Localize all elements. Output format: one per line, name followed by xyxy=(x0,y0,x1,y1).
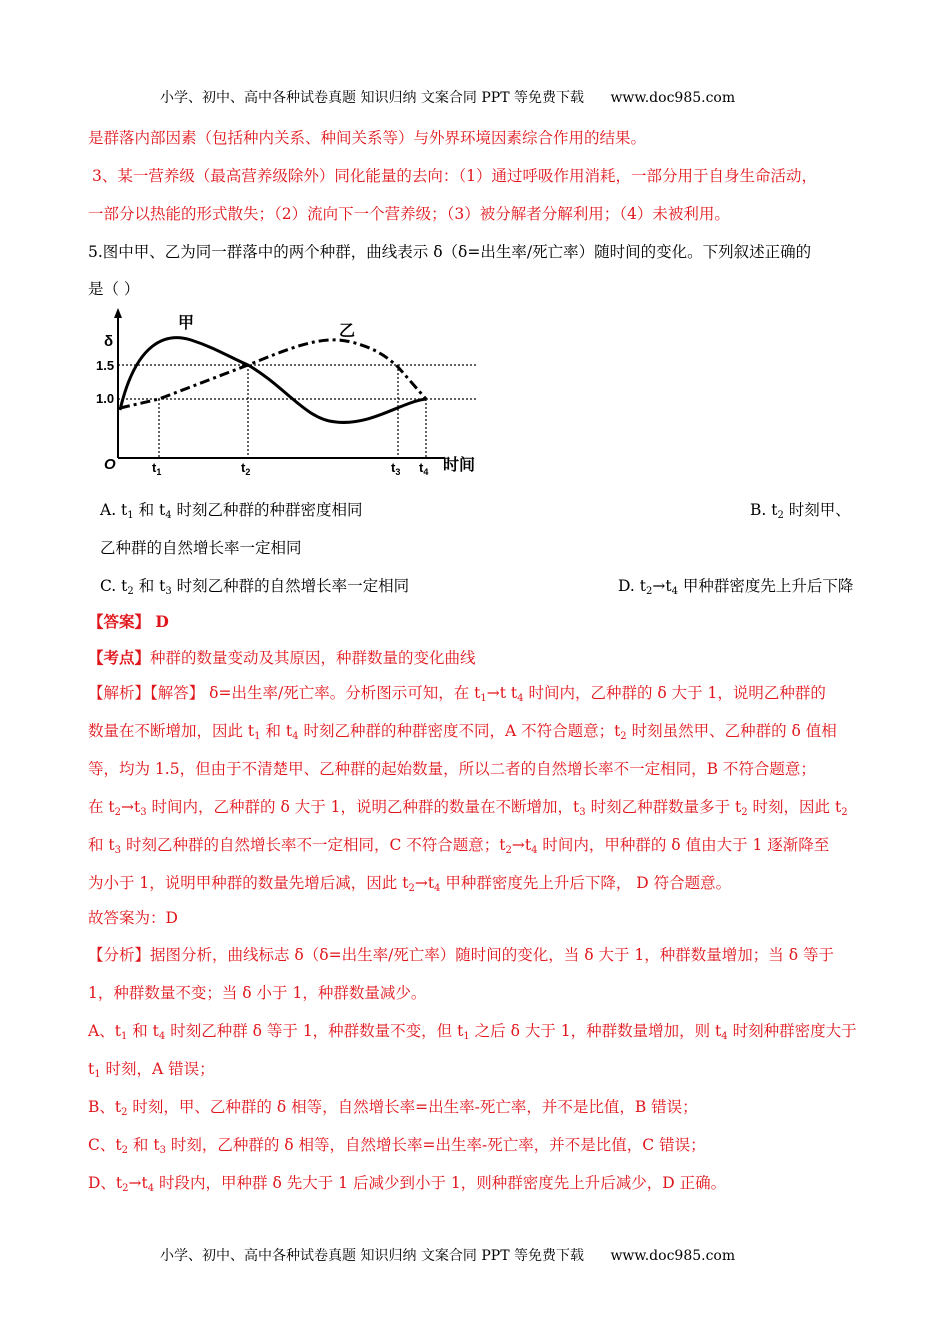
x-tick-t2: $t_2$ xyxy=(241,460,251,477)
option-b-continued: 乙种群的自然增长率一定相同 xyxy=(100,539,302,557)
option-b[interactable]: B. $t_2$ 时刻甲、 xyxy=(750,501,851,521)
page-header xyxy=(160,88,735,108)
option-c[interactable]: C. $t_2$ 和 $t_3$ 时刻乙种群的自然增长率一定相同 xyxy=(100,577,410,597)
jiexi-line-4: 在 $t_2\to t_3$ 时间内，乙种群的 δ 大于 1，说明乙种群的数量在不断增加，$t_3$ 时刻乙种群数量多于 $t_2$ 时刻，因此 $t_2$ xyxy=(88,798,848,818)
analysis-d-line: D、$t_2\to t_4$ 时段内，甲种群 δ 先大于 1 后减少到小于 1，则种群密度先上升后减少，D 正确。 xyxy=(88,1174,727,1194)
x-tick-t1: $t_1$ xyxy=(152,460,162,477)
option-d[interactable]: D. $t_2\to t_4$ 甲种群密度先上升后下降 xyxy=(618,577,854,597)
analysis-a-line-2: $t_1$ 时刻，A 错误； xyxy=(88,1060,215,1080)
curve-jia xyxy=(120,338,426,423)
guci-line: 故答案为：D xyxy=(88,909,178,927)
jiexi-line-3: 等，均为 1.5，但由于不清楚甲、乙种群的起始数量，所以二者的自然增长率不一定相同，B 不符合题意； xyxy=(88,760,816,778)
header-text: 小学、初中、高中各种试卷真题 知识归纳 文案合同 PPT 等免费下载 xyxy=(160,90,584,106)
page-footer xyxy=(160,1246,735,1266)
question-stem-2: 是（ ） xyxy=(88,280,140,298)
jiexi-line-6: 为小于 1，说明甲种群的数量先增后减，因此 $t_2\to t_4$ 甲种群密度先上升后下降， D 符合题意。 xyxy=(88,874,732,894)
y-tick-1-0: 1.0 xyxy=(96,391,115,406)
jiexi-line-2: 数量在不断增加，因此 $t_1$ 和 $t_4$ 时刻乙种群的种群密度不同，A 不符合题意；$t_2$ 时刻虽然甲、乙种群的 δ 值相 xyxy=(88,722,837,742)
footer-text: 小学、初中、高中各种试卷真题 知识归纳 文案合同 PPT 等免费下载 xyxy=(160,1248,584,1264)
jiexi-line-5: 和 $t_3$ 时刻乙种群的自然增长率不一定相同，C 不符合题意；$t_2\to t_4$ 时间内，甲种群的 δ 值由大于 1 逐渐降至 xyxy=(88,836,830,856)
intro-line-3: 一部分以热能的形式散失；（2）流向下一个营养级；（3）被分解者分解利用；（4）未被利用。 xyxy=(88,205,730,223)
y-tick-1-5: 1.5 xyxy=(96,358,115,373)
origin-label: O xyxy=(104,456,116,473)
fenxi-line-2: 1，种群数量不变；当 δ 小于 1，种群数量减少。 xyxy=(88,984,427,1002)
option-a[interactable]: A. $t_1$ 和 $t_4$ 时刻乙种群的种群密度相同 xyxy=(100,501,363,521)
header-site-link[interactable]: www.doc985.com xyxy=(610,90,736,106)
intro-line-2: 3、某一营养级（最高营养级除外）同化能量的去向：（1）通过呼吸作用消耗，一部分用于自身生命活动， xyxy=(92,167,817,185)
x-tick-t3: $t_3$ xyxy=(391,460,401,477)
answer-line: 【答案】 D xyxy=(88,612,169,631)
label-jia: 甲 xyxy=(178,313,195,332)
y-label: δ xyxy=(104,333,114,350)
delta-time-graph xyxy=(96,302,488,484)
footer-site-link[interactable]: www.doc985.com xyxy=(610,1248,736,1264)
y-axis-arrow xyxy=(114,308,122,318)
kaodian-line: 【考点】种群的数量变动及其原因，种群数量的变化曲线 xyxy=(88,648,476,667)
analysis-b-line: B、$t_2$ 时刻，甲、乙种群的 δ 相等，自然增长率=出生率-死亡率，并不是比值，B 错误； xyxy=(88,1098,698,1118)
curve-yi xyxy=(120,340,426,408)
label-yi: 乙 xyxy=(339,321,356,340)
jiexi-line-1: 【解析】【解答】 δ=出生率/死亡率。分析图示可知，在 $t_1\to t$ $t_4$ 时间内，乙种群的 δ 大于 1，说明乙种群的 xyxy=(88,684,826,704)
x-label: 时间 xyxy=(443,455,476,474)
intro-line-1: 是群落内部因素（包括种内关系、种间关系等）与外界环境因素综合作用的结果。 xyxy=(88,129,647,147)
question-stem-1: 5.图中甲、乙为同一群落中的两个种群，曲线表示 δ（δ=出生率/死亡率）随时间的变化。下列叙述正确的 xyxy=(88,243,812,261)
analysis-c-line: C、$t_2$ 和 $t_3$ 时刻，乙种群的 δ 相等，自然增长率=出生率-死亡率，并不是比值，C 错误； xyxy=(88,1136,706,1156)
fenxi-line-1: 【分析】据图分析，曲线标志 δ（δ=出生率/死亡率）随时间的变化，当 δ 大于 1，种群数量增加；当 δ 等于 xyxy=(88,946,834,964)
analysis-a-line-1: A、$t_1$ 和 $t_4$ 时刻乙种群 δ 等于 1，种群数量不变，但 $t_1$ 之后 δ 大于 1，种群数量增加，则 $t_4$ 时刻种群密度大于 xyxy=(88,1022,857,1042)
x-tick-t4: $t_4$ xyxy=(419,460,429,477)
